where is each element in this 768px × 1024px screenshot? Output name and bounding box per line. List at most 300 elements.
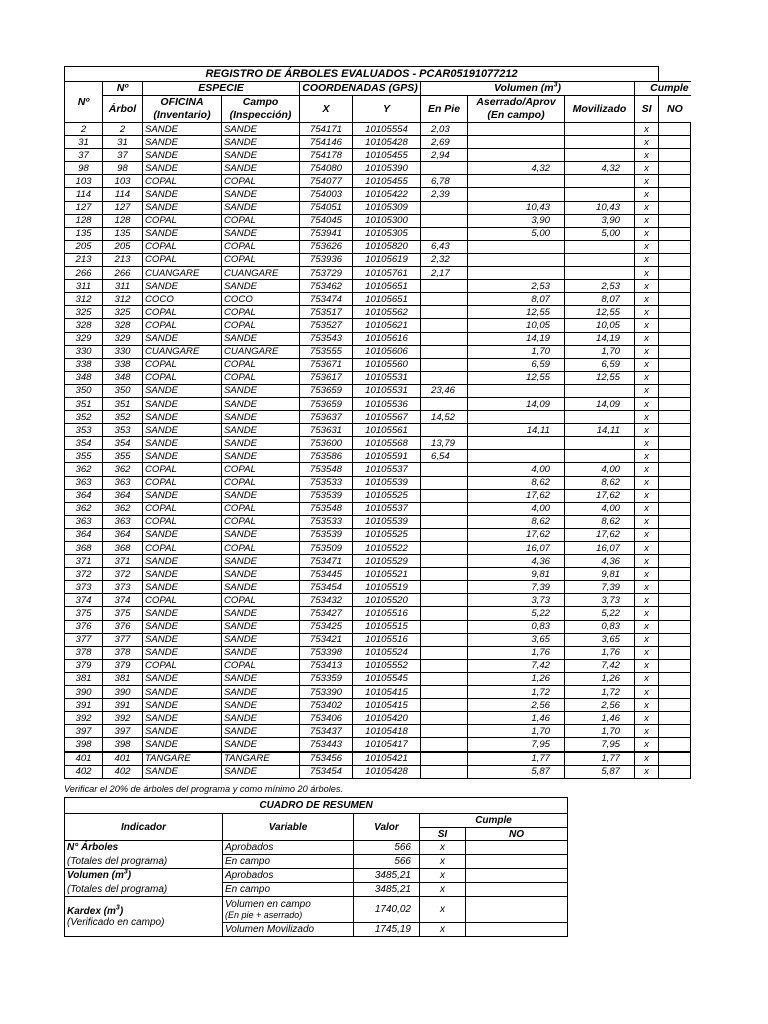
cell-campo: CUANGARE	[222, 267, 300, 280]
cell-y: 10105428	[353, 765, 421, 778]
cell-no-arbol: 378	[103, 646, 143, 659]
cell-y: 10105591	[353, 450, 421, 463]
cell-no: 378	[65, 646, 103, 659]
cell-en-pie	[421, 686, 468, 699]
cell-campo: SANDE	[222, 633, 300, 646]
cell-no: 364	[65, 528, 103, 541]
table-title: REGISTRO DE ÁRBOLES EVALUADOS - PCAR05191077212	[65, 67, 659, 82]
cell-aserrado: 17,62	[468, 528, 565, 541]
cell-no-arbol: 362	[103, 502, 143, 515]
cell-movilizado: 3,90	[565, 214, 635, 227]
cell-si: x	[635, 253, 659, 266]
cell-x: 754051	[300, 201, 353, 214]
table-row	[65, 175, 691, 188]
cell-no-col	[659, 175, 691, 188]
cell-movilizado: 12,55	[565, 306, 635, 319]
summary-value: 566	[354, 855, 420, 869]
cell-campo: SANDE	[222, 424, 300, 437]
cell-no-arbol: 398	[103, 738, 143, 752]
cell-no-col	[659, 752, 691, 766]
cell-x: 753456	[300, 752, 353, 766]
cell-campo: SANDE	[222, 672, 300, 685]
table-row	[65, 515, 691, 528]
cell-no-arbol: 328	[103, 319, 143, 332]
summary-value: 1740,02	[354, 897, 420, 923]
cell-no-arbol: 381	[103, 672, 143, 685]
cell-no: 31	[65, 136, 103, 149]
table-row	[65, 450, 691, 463]
cell-no: 128	[65, 214, 103, 227]
summary-si-header: SI	[420, 828, 466, 841]
cell-x: 753527	[300, 319, 353, 332]
cell-y: 10105761	[353, 267, 421, 280]
cell-campo: COPAL	[222, 358, 300, 371]
table-row	[65, 280, 691, 293]
cell-no: 377	[65, 633, 103, 646]
summary-value: 3485,21	[354, 883, 420, 897]
cell-movilizado: 10,05	[565, 319, 635, 332]
cell-oficina: SANDE	[143, 620, 222, 633]
cell-si: x	[635, 686, 659, 699]
cell-oficina: SANDE	[143, 555, 222, 568]
cell-no-col	[659, 136, 691, 149]
cell-movilizado: 1,76	[565, 646, 635, 659]
cell-x: 753543	[300, 332, 353, 345]
cell-si: x	[635, 594, 659, 607]
cell-campo: SANDE	[222, 450, 300, 463]
cell-no: 325	[65, 306, 103, 319]
cell-movilizado	[565, 149, 635, 162]
cell-en-pie	[421, 659, 468, 672]
col-no-col-header: NO	[659, 96, 691, 123]
cell-no: 312	[65, 293, 103, 306]
cell-oficina: COPAL	[143, 175, 222, 188]
cell-si: x	[635, 293, 659, 306]
cell-movilizado: 3,73	[565, 594, 635, 607]
cell-movilizado: 6,59	[565, 358, 635, 371]
cell-no-col	[659, 528, 691, 541]
cell-en-pie	[421, 463, 468, 476]
cell-aserrado	[468, 411, 565, 424]
cell-si: x	[635, 607, 659, 620]
cell-aserrado	[468, 175, 565, 188]
cell-no: 392	[65, 712, 103, 725]
cell-campo: SANDE	[222, 201, 300, 214]
cell-no-arbol: 397	[103, 725, 143, 738]
cell-oficina: COPAL	[143, 358, 222, 371]
table-row	[65, 607, 691, 620]
cell-en-pie: 23,46	[421, 384, 468, 397]
cell-si: x	[635, 424, 659, 437]
cell-oficina: SANDE	[143, 149, 222, 162]
cell-no: 368	[65, 542, 103, 555]
cell-aserrado: 7,95	[468, 738, 565, 752]
cell-campo: COPAL	[222, 476, 300, 489]
col-campo-header: Campo (Inspección)	[222, 96, 300, 123]
cell-aserrado: 12,55	[468, 371, 565, 384]
indicator-trees-sublabel: (Totales del programa)	[65, 855, 223, 869]
cell-aserrado: 2,56	[468, 699, 565, 712]
cell-oficina: COPAL	[143, 214, 222, 227]
cell-no: 362	[65, 463, 103, 476]
cell-no-col	[659, 240, 691, 253]
cell-si: x	[635, 725, 659, 738]
cell-oficina: COPAL	[143, 463, 222, 476]
cell-y: 10105420	[353, 712, 421, 725]
cell-no-arbol: 364	[103, 528, 143, 541]
cell-x: 753413	[300, 659, 353, 672]
cell-x: 753941	[300, 227, 353, 240]
cell-campo: SANDE	[222, 712, 300, 725]
table-row	[65, 306, 691, 319]
cell-en-pie	[421, 227, 468, 240]
cell-en-pie	[421, 672, 468, 685]
cell-aserrado	[468, 253, 565, 266]
cell-campo: SANDE	[222, 725, 300, 738]
summary-si-mark: x	[420, 923, 466, 937]
cell-no-arbol: 114	[103, 188, 143, 201]
cell-y: 10105515	[353, 620, 421, 633]
cell-movilizado	[565, 384, 635, 397]
table-row	[65, 646, 691, 659]
cell-no: 98	[65, 162, 103, 175]
cell-campo: SANDE	[222, 528, 300, 541]
cell-x: 753402	[300, 699, 353, 712]
cell-aserrado: 4,00	[468, 502, 565, 515]
cell-no: 362	[65, 502, 103, 515]
cell-aserrado: 1,77	[468, 752, 565, 766]
cell-no: 397	[65, 725, 103, 738]
cell-campo: COPAL	[222, 319, 300, 332]
cell-y: 10105820	[353, 240, 421, 253]
cell-en-pie	[421, 712, 468, 725]
cell-no: 135	[65, 227, 103, 240]
cell-no-arbol: 98	[103, 162, 143, 175]
table-row	[65, 358, 691, 371]
cell-x: 754178	[300, 149, 353, 162]
cell-movilizado: 2,56	[565, 699, 635, 712]
cell-aserrado: 10,43	[468, 201, 565, 214]
cell-si: x	[635, 175, 659, 188]
cell-y: 10105422	[353, 188, 421, 201]
cell-si: x	[635, 555, 659, 568]
cell-aserrado: 14,11	[468, 424, 565, 437]
cell-si: x	[635, 752, 659, 766]
table-row	[65, 476, 691, 489]
cell-no-arbol: 312	[103, 293, 143, 306]
cell-x: 753359	[300, 672, 353, 685]
summary-variable: En campo	[223, 855, 354, 869]
cell-campo: SANDE	[222, 227, 300, 240]
cell-y: 10105529	[353, 555, 421, 568]
cell-no-col	[659, 450, 691, 463]
cell-oficina: SANDE	[143, 686, 222, 699]
cell-no-arbol: 379	[103, 659, 143, 672]
cell-campo: COPAL	[222, 502, 300, 515]
table-row	[65, 672, 691, 685]
cell-en-pie	[421, 528, 468, 541]
cell-no-arbol: 311	[103, 280, 143, 293]
indicator-volume-label: Volumen $(m^3)$	[65, 869, 223, 883]
cell-x: 753586	[300, 450, 353, 463]
cell-oficina: SANDE	[143, 607, 222, 620]
cell-si: x	[635, 162, 659, 175]
summary-variable: En campo	[223, 883, 354, 897]
cell-no-col	[659, 659, 691, 672]
summary-variable: Volumen en campo (En pie + aserrado)	[223, 897, 354, 923]
cell-en-pie: 6,54	[421, 450, 468, 463]
cell-aserrado: 1,70	[468, 345, 565, 358]
cell-movilizado	[565, 267, 635, 280]
cell-no: 381	[65, 672, 103, 685]
cell-movilizado	[565, 437, 635, 450]
cell-si: x	[635, 371, 659, 384]
col-en-pie-header: En Pie	[421, 96, 468, 123]
cell-en-pie	[421, 162, 468, 175]
cell-no: 398	[65, 738, 103, 752]
cell-campo: COPAL	[222, 175, 300, 188]
cell-no-arbol: 353	[103, 424, 143, 437]
cell-si: x	[635, 345, 659, 358]
cell-en-pie	[421, 306, 468, 319]
cell-x: 753533	[300, 476, 353, 489]
cell-x: 753626	[300, 240, 353, 253]
cell-no-arbol: 338	[103, 358, 143, 371]
cell-en-pie: 2,17	[421, 267, 468, 280]
cell-no-col	[659, 358, 691, 371]
cell-no-col	[659, 280, 691, 293]
cell-no-arbol: 390	[103, 686, 143, 699]
cell-oficina: COPAL	[143, 659, 222, 672]
cell-y: 10105524	[353, 646, 421, 659]
cell-no-arbol: 329	[103, 332, 143, 345]
cell-y: 10105616	[353, 332, 421, 345]
cell-y: 10105531	[353, 371, 421, 384]
cell-aserrado: 14,09	[468, 397, 565, 410]
cell-si: x	[635, 463, 659, 476]
cell-si: x	[635, 267, 659, 280]
cell-x: 753617	[300, 371, 353, 384]
cell-y: 10105560	[353, 358, 421, 371]
cell-en-pie	[421, 502, 468, 515]
cell-movilizado	[565, 253, 635, 266]
table-row	[65, 227, 691, 240]
cell-oficina: COCO	[143, 293, 222, 306]
table-row	[65, 149, 691, 162]
cell-no-arbol: 352	[103, 411, 143, 424]
cell-en-pie	[421, 214, 468, 227]
cell-movilizado: 0,83	[565, 620, 635, 633]
cell-no: 127	[65, 201, 103, 214]
table-row	[65, 752, 691, 766]
cell-aserrado: 4,36	[468, 555, 565, 568]
cell-no-col	[659, 620, 691, 633]
cell-no-col	[659, 306, 691, 319]
table-row	[65, 528, 691, 541]
cell-movilizado: 5,22	[565, 607, 635, 620]
cell-no-arbol: 375	[103, 607, 143, 620]
cell-x: 753637	[300, 411, 353, 424]
cell-en-pie	[421, 345, 468, 358]
cell-x: 753555	[300, 345, 353, 358]
cell-oficina: COPAL	[143, 502, 222, 515]
cell-en-pie: 6,78	[421, 175, 468, 188]
cell-x: 753539	[300, 528, 353, 541]
cell-si: x	[635, 358, 659, 371]
cell-no-col	[659, 411, 691, 424]
cell-y: 10105305	[353, 227, 421, 240]
indicator-volume-sublabel: (Totales del programa)	[65, 883, 223, 897]
cell-si: x	[635, 646, 659, 659]
cell-no-arbol: 348	[103, 371, 143, 384]
cell-oficina: SANDE	[143, 384, 222, 397]
cell-no-col	[659, 437, 691, 450]
cell-si: x	[635, 450, 659, 463]
cell-si: x	[635, 620, 659, 633]
verification-note: Verificar el 20% de árboles del programa y como mínimo 20 árboles.	[64, 784, 343, 794]
table-row	[65, 332, 691, 345]
cell-y: 10105567	[353, 411, 421, 424]
cell-aserrado: 5,87	[468, 765, 565, 778]
cell-movilizado: 7,42	[565, 659, 635, 672]
cell-en-pie: 14,52	[421, 411, 468, 424]
cell-x: 754045	[300, 214, 353, 227]
cell-x: 753631	[300, 424, 353, 437]
cell-movilizado: 8,62	[565, 476, 635, 489]
summary-no-header: NO	[466, 828, 568, 841]
table-row	[65, 384, 691, 397]
cell-oficina: SANDE	[143, 424, 222, 437]
cell-en-pie	[421, 515, 468, 528]
cell-y: 10105562	[353, 306, 421, 319]
summary-title: CUADRO DE RESUMEN	[65, 798, 568, 814]
cell-x: 753671	[300, 358, 353, 371]
cell-movilizado: 5,87	[565, 765, 635, 778]
cell-oficina: SANDE	[143, 123, 222, 136]
cell-oficina: COPAL	[143, 306, 222, 319]
cell-si: x	[635, 201, 659, 214]
cell-y: 10105309	[353, 201, 421, 214]
cell-no-arbol: 350	[103, 384, 143, 397]
cell-oficina: SANDE	[143, 450, 222, 463]
cell-movilizado: 4,00	[565, 502, 635, 515]
cell-y: 10105428	[353, 136, 421, 149]
cell-no: 363	[65, 515, 103, 528]
cell-en-pie	[421, 581, 468, 594]
cell-no-col	[659, 188, 691, 201]
cell-no-col	[659, 502, 691, 515]
cell-en-pie	[421, 371, 468, 384]
col-coordenadas-header: COORDENADAS (GPS)	[300, 82, 421, 96]
table-row	[65, 502, 691, 515]
cell-campo: COPAL	[222, 253, 300, 266]
cell-en-pie	[421, 319, 468, 332]
cell-no: 402	[65, 765, 103, 778]
trees-table-body	[65, 123, 691, 779]
cell-aserrado: 12,55	[468, 306, 565, 319]
cell-oficina: SANDE	[143, 332, 222, 345]
cell-campo: SANDE	[222, 136, 300, 149]
cell-x: 754003	[300, 188, 353, 201]
cell-x: 753548	[300, 463, 353, 476]
cell-movilizado: 17,62	[565, 528, 635, 541]
cell-x: 753462	[300, 280, 353, 293]
cell-y: 10105418	[353, 725, 421, 738]
cell-x: 753390	[300, 686, 353, 699]
cell-si: x	[635, 136, 659, 149]
table-row	[65, 555, 691, 568]
col-oficina-header: OFICINA (Inventario)	[143, 96, 222, 123]
cell-aserrado: 7,42	[468, 659, 565, 672]
cell-x: 753471	[300, 555, 353, 568]
cell-oficina: SANDE	[143, 738, 222, 752]
cell-oficina: SANDE	[143, 568, 222, 581]
cell-si: x	[635, 528, 659, 541]
cell-si: x	[635, 765, 659, 778]
cell-oficina: SANDE	[143, 646, 222, 659]
cell-no: 338	[65, 358, 103, 371]
summary-variable: Aprobados	[223, 869, 354, 883]
cell-campo: TANGARE	[222, 752, 300, 766]
cell-en-pie	[421, 201, 468, 214]
cell-no-arbol: 363	[103, 515, 143, 528]
cell-x: 753421	[300, 633, 353, 646]
cell-movilizado	[565, 175, 635, 188]
summary-variable: Volumen Movilizado	[223, 923, 354, 937]
cell-aserrado: 5,00	[468, 227, 565, 240]
cell-oficina: SANDE	[143, 633, 222, 646]
cell-oficina: SANDE	[143, 227, 222, 240]
table-row	[65, 411, 691, 424]
table-row	[65, 188, 691, 201]
cell-si: x	[635, 319, 659, 332]
trees-register-table	[64, 66, 691, 779]
table-row	[65, 214, 691, 227]
cell-movilizado: 1,70	[565, 345, 635, 358]
cell-aserrado: 7,39	[468, 581, 565, 594]
summary-value: 566	[354, 841, 420, 855]
summary-si-mark: x	[420, 855, 466, 869]
cell-no: 350	[65, 384, 103, 397]
cell-y: 10105545	[353, 672, 421, 685]
cell-en-pie	[421, 280, 468, 293]
cell-campo: SANDE	[222, 280, 300, 293]
cell-en-pie	[421, 332, 468, 345]
cell-no-arbol: 374	[103, 594, 143, 607]
cell-campo: SANDE	[222, 437, 300, 450]
cell-campo: COCO	[222, 293, 300, 306]
cell-no: 205	[65, 240, 103, 253]
cell-no-col	[659, 555, 691, 568]
cell-no: 329	[65, 332, 103, 345]
table-row	[65, 620, 691, 633]
col-aserrado-header: Aserrado/Aprov (En campo)	[468, 96, 565, 123]
cell-campo: COPAL	[222, 659, 300, 672]
cell-no: 213	[65, 253, 103, 266]
cell-oficina: SANDE	[143, 725, 222, 738]
cell-oficina: SANDE	[143, 136, 222, 149]
cell-y: 10105568	[353, 437, 421, 450]
cell-no-arbol: 371	[103, 555, 143, 568]
cell-no-col	[659, 253, 691, 266]
cell-aserrado: 8,62	[468, 476, 565, 489]
cell-en-pie	[421, 293, 468, 306]
cell-y: 10105516	[353, 633, 421, 646]
cell-si: x	[635, 149, 659, 162]
summary-si-mark: x	[420, 897, 466, 923]
cell-y: 10105606	[353, 345, 421, 358]
cell-aserrado: 2,53	[468, 280, 565, 293]
